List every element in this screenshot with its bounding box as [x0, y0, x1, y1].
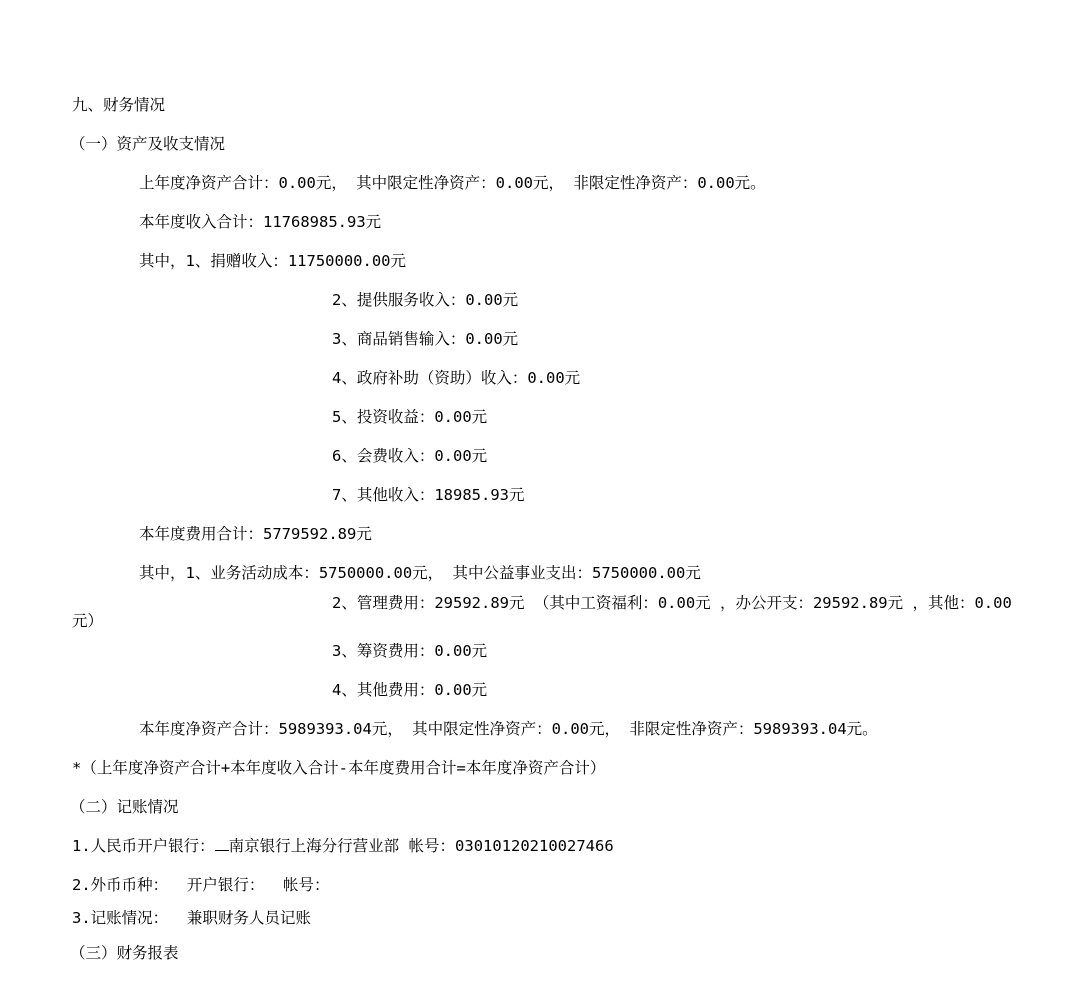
expense-item-1-line [139, 563, 701, 583]
curr-net-assets-line [139, 719, 878, 739]
expense-item-2-wrap: 元） [72, 612, 104, 630]
sub3-title: （三）财务报表 [70, 944, 179, 962]
prev-net-assets: 上年度净资产合计：0.00元， [139, 174, 347, 192]
income-item-4: 4、政府补助（资助）收入：0.00元 [332, 369, 581, 387]
rmb-bank-line [72, 836, 614, 856]
expense-item-3: 3、筹资费用：0.00元 [332, 642, 488, 660]
blank-underline [215, 836, 229, 851]
income-item-3: 3、商品销售输入：0.00元 [332, 330, 519, 348]
curr-restricted: 其中限定性净资产：0.00元， [412, 720, 620, 738]
income-item-1: 其中，1、捐赠收入：11750000.00元 [139, 252, 406, 270]
expense-public-welfare: 其中公益事业支出：5750000.00元 [452, 564, 701, 582]
sub1-title: （一）资产及收支情况 [70, 135, 226, 153]
income-item-5: 5、投资收益：0.00元 [332, 408, 488, 426]
expense-total: 本年度费用合计：5779592.89元 [139, 525, 372, 543]
rmb-account: 帐号：03010120210027466 [408, 837, 614, 855]
income-total: 本年度收入合计：11768985.93元 [139, 213, 382, 231]
foreign-currency-line: 2.外币币种： 开户银行： 帐号： [72, 876, 330, 894]
expense-item-2: 2、管理费用：29592.89元 （其中工资福利：0.00元 ，办公开支：29592.89元 ，其他：0.00 [332, 594, 1012, 612]
rmb-bank-label: 1.人民币开户银行： [72, 837, 215, 855]
rmb-bank-name: 南京银行上海分行营业部 [228, 837, 400, 855]
prev-restricted: 其中限定性净资产：0.00元， [356, 174, 564, 192]
prev-unrestricted: 非限定性净资产：0.00元。 [573, 174, 766, 192]
expense-item-1: 其中，1、业务活动成本：5750000.00元， [139, 564, 444, 582]
curr-unrestricted: 非限定性净资产：5989393.04元。 [629, 720, 878, 738]
income-item-6: 6、会费收入：0.00元 [332, 447, 488, 465]
section9-title: 九、财务情况 [72, 96, 166, 114]
sub2-title: （二）记账情况 [70, 798, 179, 816]
net-assets-formula: *（上年度净资产合计+本年度收入合计-本年度费用合计=本年度净资产合计） [72, 759, 606, 777]
income-item-2: 2、提供服务收入：0.00元 [332, 291, 519, 309]
expense-item-4: 4、其他费用：0.00元 [332, 681, 488, 699]
bookkeeping-method: 3.记账情况： 兼职财务人员记账 [72, 909, 311, 927]
income-item-7: 7、其他收入：18985.93元 [332, 486, 525, 504]
curr-net-assets: 本年度净资产合计：5989393.04元， [139, 720, 403, 738]
prev-net-assets-line [139, 173, 766, 193]
